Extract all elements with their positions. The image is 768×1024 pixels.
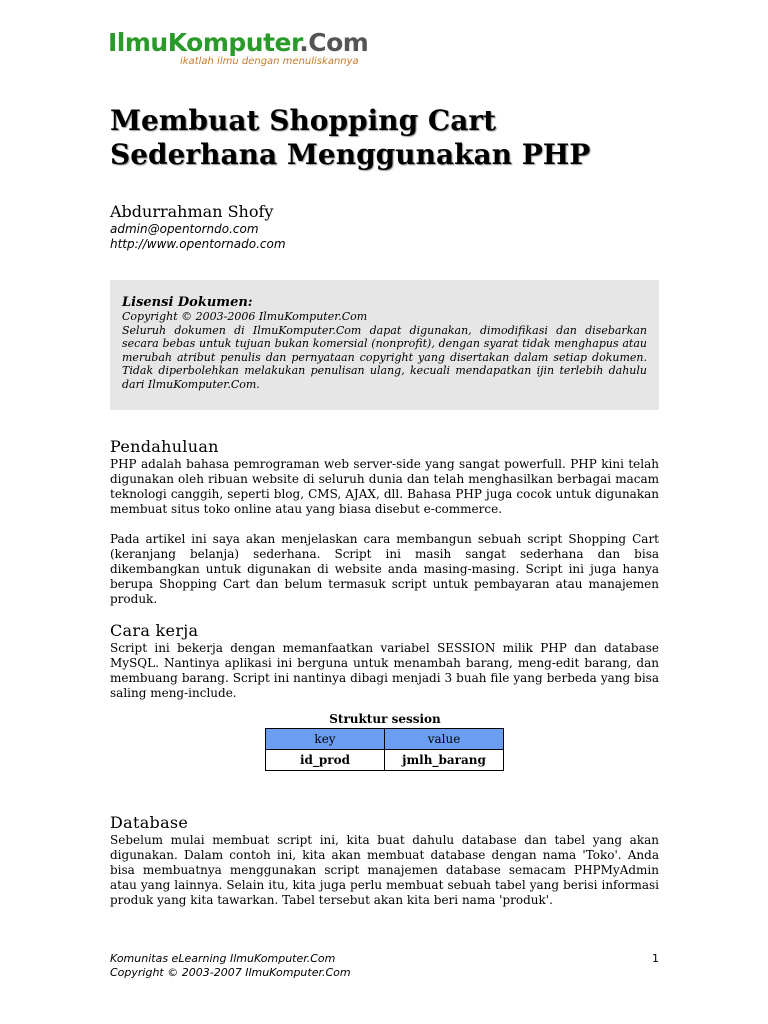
document-title: Membuat Shopping Cart Sederhana Menggunakan PHP bbox=[110, 104, 591, 171]
session-structure-table bbox=[265, 728, 504, 771]
footer-copyright: Copyright © 2003-2007 IlmuKomputer.Com bbox=[110, 966, 351, 979]
page-number: 1 bbox=[652, 952, 659, 965]
license-box bbox=[110, 280, 659, 410]
section-database bbox=[110, 813, 659, 908]
table-row bbox=[266, 750, 504, 771]
author-block bbox=[110, 202, 286, 252]
page-footer bbox=[110, 952, 351, 980]
license-text: Seluruh dokumen di IlmuKomputer.Com dapat digunakan, dimodifikasi dan disebarkan secara bebas untuk tujuan bukan komersial (nonprofit), dengan syarat tidak menghapus atau merubah atribut penulis dan pernyataan copyright yang disertakan dalam setiap dokumen. Tidak diperbolehkan melakukan penulisan ulang, kecuali mendapatkan ijin terlebih dahulu dari IlmuKomputer.Com. bbox=[122, 323, 647, 391]
table-caption: Struktur session bbox=[329, 712, 441, 726]
table-header-key: key bbox=[266, 729, 385, 750]
table-cell-value: jmlh_barang bbox=[385, 750, 504, 771]
table-header-value: value bbox=[385, 729, 504, 750]
license-heading: Lisensi Dokumen: bbox=[122, 295, 253, 310]
section-heading: Pendahuluan bbox=[110, 437, 219, 456]
section-cara-kerja bbox=[110, 621, 659, 701]
logo-wordmark bbox=[108, 28, 368, 58]
section-heading: Database bbox=[110, 813, 189, 832]
paragraph: Script ini bekerja dengan memanfaatkan variabel SESSION milik PHP dan database MySQL. Nantinya aplikasi ini berguna untuk menambah barang, meng-edit barang, dan membuang barang. Script ini nantinya dibagi menjadi 3 buah file yang berbeda yang bisa saling meng-include. bbox=[110, 641, 659, 700]
paragraph: Pada artikel ini saya akan menjelaskan cara membangun sebuah script Shopping Cart (keranjang belanja) sederhana. Script ini masih sangat sederhana dan bisa dikembangkan untuk digunakan di website anda masing-masing. Script ini juga hanya berupa Shopping Cart dan belum termasuk script untuk pembayaran atau manajemen produk. bbox=[110, 532, 659, 606]
section-heading: Cara kerja bbox=[110, 621, 199, 640]
logo-gray-text: .Com bbox=[299, 28, 369, 57]
paragraph: Sebelum mulai membuat script ini, kita buat dahulu database dan tabel yang akan digunakan. Dalam contoh ini, kita akan membuat database dengan nama 'Toko'. Anda bisa membuatnya menggunakan script manajemen database semacam PHPMyAdmin atau yang lainnya. Selain itu, kita juga perlu membuat sebuah tabel yang berisi informasi produk yang kita tawarkan. Tabel tersebut akan kita beri nama 'produk'. bbox=[110, 833, 659, 907]
author-email: admin@opentorndo.com bbox=[110, 222, 259, 236]
logo-tagline: ikatlah ilmu dengan menuliskannya bbox=[180, 56, 359, 67]
license-copyright: Copyright © 2003-2006 IlmuKomputer.Com bbox=[122, 310, 368, 323]
paragraph: PHP adalah bahasa pemrograman web server-side yang sangat powerfull. PHP kini telah digunakan oleh ribuan website di seluruh dunia dan telah menghasilkan berbagai macam teknologi canggih, seperti blog, CMS, AJAX, dll. Bahasa PHP juga cocok untuk digunakan membuat situs toko online atau yang biasa disebut e-commerce. bbox=[110, 457, 659, 516]
section-pendahuluan bbox=[110, 437, 659, 607]
table-cell-key: id_prod bbox=[266, 750, 385, 771]
logo-green-text: IlmuKomputer bbox=[108, 28, 300, 57]
footer-community: Komunitas eLearning IlmuKomputer.Com bbox=[110, 952, 336, 965]
table-header-row bbox=[266, 729, 504, 750]
author-name: Abdurrahman Shofy bbox=[110, 202, 274, 221]
site-logo bbox=[108, 28, 368, 67]
author-website: http://www.opentornado.com bbox=[110, 237, 286, 251]
